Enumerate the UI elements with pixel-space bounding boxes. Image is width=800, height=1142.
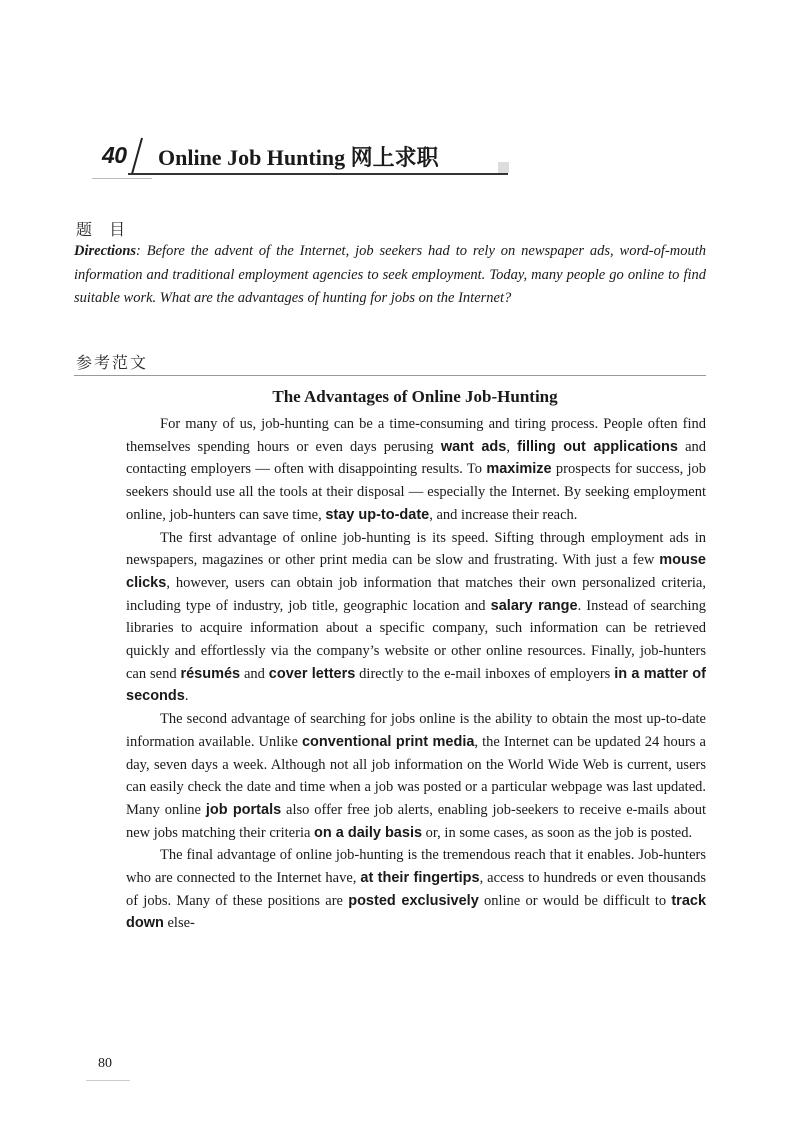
directions-text — [74, 240, 706, 311]
paragraph-text: , access to hundreds or even thousands of jobs. Many of these positions are — [126, 870, 706, 909]
paragraph-text: , however, users can obtain job information that matches their own personalized criteria, including type of industry, job title, geographic location and — [126, 574, 706, 614]
paragraph-text: directly to the e-mail inboxes of employers — [355, 665, 615, 682]
paragraph-text: online or would be difficult to — [478, 892, 672, 909]
paragraph-text: and — [240, 665, 269, 682]
chapter-title: Online Job Hunting 网上求职 — [158, 145, 439, 170]
paragraph-text: and contacting employers — often with disappointing results. To — [126, 438, 707, 478]
paragraph-text: else- — [163, 915, 195, 932]
footer-rule — [86, 1080, 130, 1081]
keyword-phrase: in a matter of seconds — [126, 665, 706, 705]
section-divider — [74, 375, 706, 376]
essay-paragraph — [126, 708, 706, 844]
paragraph-text: , — [506, 438, 518, 455]
keyword-phrase: want ads — [440, 438, 507, 455]
keyword-phrase: mouse clicks — [126, 552, 706, 591]
chapter-header — [100, 128, 510, 184]
header-rule — [128, 173, 508, 175]
keyword-phrase: résumés — [180, 665, 241, 682]
essay-title: The Advantages of Online Job-Hunting — [272, 387, 558, 406]
reference-label: 参考范文 — [76, 353, 149, 372]
keyword-phrase: stay up-to-date — [325, 506, 430, 523]
paragraph-text: also offer free job alerts, enabling job-seekers to receive e-mails about new jobs matching their criteria — [126, 801, 706, 841]
keyword-phrase: job portals — [205, 801, 282, 818]
paragraph-text: , and increase their reach. — [429, 506, 578, 523]
paragraph-text: For many of us, job-hunting can be a time-consuming and tiring process. People often find themselves spending hours or even days perusing — [126, 416, 706, 455]
paragraph-text: . Instead of searching libraries to acquire information about a specific company, such information can be retrieved quickly and effortlessly via the company’s website or other online resources. Finally, job-hunters can send — [126, 597, 706, 682]
keyword-phrase: cover letters — [268, 665, 356, 682]
essay-body — [126, 413, 706, 935]
paragraph-text: The second advantage of searching for jobs online is the ability to obtain the most up-to-date information available. Unlike — [126, 711, 706, 750]
chapter-number: 40 — [102, 142, 127, 168]
keyword-phrase: on a daily basis — [314, 824, 423, 841]
keyword-phrase: conventional print media — [301, 733, 475, 750]
directions-label: Directions — [74, 243, 137, 259]
directions-body: : Before the advent of the Internet, job seekers had to rely on newspaper ads, word-of-mouth information and traditional employment agencies to seek employment. Today, many people go online to find suitable work. What are the advantages of hunting for jobs on the Internet? — [74, 243, 706, 306]
question-label: 题 目 — [76, 220, 132, 239]
page-number: 80 — [98, 1056, 112, 1071]
keyword-phrase: maximize — [486, 461, 552, 478]
paragraph-text: , the Internet can be updated 24 hours a day, seven days a week. Although not all job information on the World Wide Web is current, users can easily check the date and time when a job was posted or a particular webpage was last updated. Many online — [126, 733, 706, 818]
keyword-phrase: at their fingertips — [360, 870, 480, 887]
paragraph-text: . — [184, 688, 189, 705]
paragraph-text: or, in some cases, as soon as the job is posted. — [422, 824, 693, 841]
paragraph-text: prospects for success, job seekers should use all the tools at their disposal — especially the Internet. By seeking employment online, job-hunters can save time, — [126, 461, 707, 523]
paragraph-text: The first advantage of online job-hunting is its speed. Sifting through employment ads in newspapers, magazines or other print media can be slow and frustrating. With just a few — [126, 529, 706, 569]
keyword-phrase: filling out applications — [517, 438, 678, 455]
slash-ornament-icon — [130, 136, 144, 176]
keyword-phrase: track down — [126, 892, 707, 932]
essay-paragraph — [126, 413, 706, 527]
paragraph-text: The final advantage of online job-hunting is the tremendous reach that it enables. Job-hunters who are connected to the Internet have, — [126, 847, 706, 887]
header-rule-light — [92, 178, 152, 179]
keyword-phrase: salary range — [490, 597, 578, 614]
header-square-ornament-icon — [498, 162, 509, 173]
essay-paragraph — [126, 844, 706, 935]
keyword-phrase: posted exclusively — [348, 892, 479, 909]
essay-paragraph — [126, 527, 706, 709]
